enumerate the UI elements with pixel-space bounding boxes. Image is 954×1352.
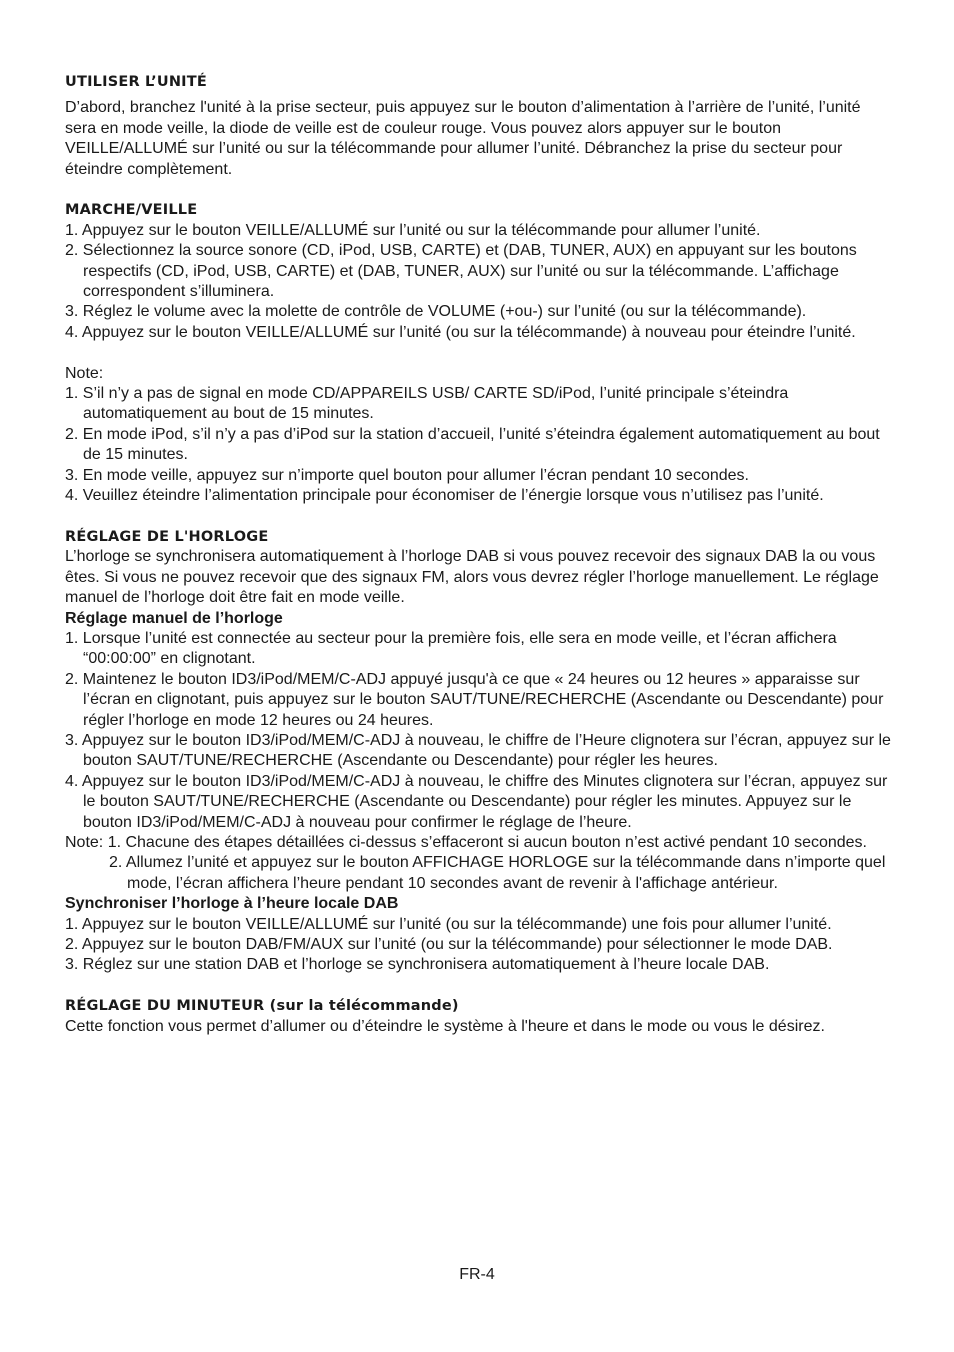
list-reglage-manuel (65, 629, 895, 833)
section-title-minuteur: RÉGLAGE DU MINUTEUR (sur la télécommande) (65, 998, 459, 1015)
list-item: 4. Appuyez sur le bouton VEILLE/ALLUMÉ sur l’unité (ou sur la télécommande) à nouveau pour éteindre l’unité. (65, 323, 856, 341)
list-item: 3. Réglez le volume avec la molette de contrôle de VOLUME (+ou-) sur l’unité (ou sur la télécommande). (65, 303, 807, 321)
list-item: 2. Maintenez le bouton ID3/iPod/MEM/C-ADJ appuyé jusqu'à ce que « 24 heures ou 12 heures » apparaisse sur l’écran en clignotant, puis appuyez sur le bouton SAUT/TUNE/RECHERCHE (Ascendante ou Descendante) pour régler l’horloge en mode 12 heures ou 24 heures. (65, 670, 884, 729)
list-item: 3. Réglez sur une station DAB et l’horloge se synchronisera automatiquement à l’heure locale DAB. (65, 956, 770, 974)
page-number: FR-4 (459, 1266, 495, 1283)
section-title-horloge: RÉGLAGE DE L'HORLOGE (65, 528, 269, 545)
list-item: 1. S’il n’y a pas de signal en mode CD/APPAREILS USB/ CARTE SD/iPod, l’unité principale s’éteindra automatiquement au bout de 15 minutes. (65, 385, 789, 423)
list-item: 1. Lorsque l’unité est connectée au secteur pour la première fois, elle sera en mode veille, et l’écran affichera “00:00:00” en clignotant. (65, 629, 837, 668)
clock-note-2: 2. Allumez l’unité et appuyez sur le bouton AFFICHAGE HORLOGE sur la télécommande dans n’importe quel mode, l’écran affichera l’heure pendant 10 secondes avant de revenir à l'affichage antérieur. (109, 854, 886, 892)
list-item: 2. En mode iPod, s’il n’y a pas d’iPod sur la station d’accueil, l’unité s’éteindra également automatiquement au bout de 15 minutes. (65, 425, 880, 464)
list-item: 3. En mode veille, appuyez sur n’importe quel bouton pour allumer l’écran pendant 10 secondes. (65, 466, 749, 484)
paragraph-horloge: L’horloge se synchronisera automatiquement à l’horloge DAB si vous pouvez recevoir des signaux DAB la ou vous êtes. Si vous ne pouvez recevoir que des signaux FM, alors vous devrez régler l’horloge manuellement. Le réglage manuel de l’horloge doit être fait en mode veille. (65, 548, 879, 607)
subheading-synchroniser: Synchroniser l’horloge à l’heure locale DAB (65, 895, 399, 913)
list-item: 1. Appuyez sur le bouton VEILLE/ALLUMÉ sur l’unité (ou sur la télécommande) une fois pour allumer l’unité. (65, 915, 832, 933)
section-title-utiliser: UTILISER L’UNITÉ (65, 74, 207, 90)
subheading-reglage-manuel: Réglage manuel de l’horloge (65, 609, 283, 627)
section-title-marche-veille: MARCHE/VEILLE (65, 202, 198, 219)
list-item: 4. Veuillez éteindre l’alimentation principale pour économiser de l’énergie lorsque vous n’utilisez pas l’unité. (65, 487, 824, 505)
list-item: 4. Appuyez sur le bouton ID3/iPod/MEM/C-ADJ à nouveau, le chiffre des Minutes clignotera sur l’écran, appuyez sur le bouton SAUT/TUNE/RECHERCHE (Ascendante ou Descendante) pour régler les minutes. Appuyez sur le bouton ID3/iPod/MEM/C-ADJ à nouveau pour confirmer le réglage de l’heure. (65, 772, 888, 831)
list-note (65, 384, 895, 506)
list-item: 2. Appuyez sur le bouton DAB/FM/AUX sur l’unité (ou sur la télécommande) pour sélectionner le mode DAB. (65, 936, 833, 954)
list-item: 3. Appuyez sur le bouton ID3/iPod/MEM/C-ADJ à nouveau, le chiffre de l’Heure clignotera sur l’écran, appuyez sur le bouton SAUT/TUNE/RECHERCHE (Ascendante ou Descendante) pour régler les heures. (65, 731, 891, 770)
list-marche-veille (65, 221, 895, 343)
list-item: 2. Sélectionnez la source sonore (CD, iPod, USB, CARTE) et (DAB, TUNER, AUX) en appuyant sur les boutons respectifs (CD, iPod, USB, CARTE) et (DAB, TUNER, AUX) sur l’unité ou sur la télécommande. L’affichage correspondent s’illuminera. (65, 242, 857, 301)
note-label: Note: (65, 364, 104, 382)
document-page (65, 72, 895, 1037)
paragraph-minuteur: Cette fonction vous permet d’allumer ou d’éteindre le système à l'heure et dans le mode ou vous le désirez. (65, 1017, 825, 1035)
list-item: 1. Appuyez sur le bouton VEILLE/ALLUMÉ sur l’unité ou sur la télécommande pour allumer l’unité. (65, 221, 761, 239)
list-synchroniser (65, 915, 895, 976)
paragraph-utiliser: D’abord, branchez l'unité à la prise secteur, puis appuyez sur le bouton d’alimentation à l’arrière de l’unité, l’unité sera en mode veille, la diode de veille est de couleur rouge. Vous pouvez alors appuyer sur le bouton VEILLE/ALLUMÉ sur l’unité ou sur la télécommande pour allumer l’unité. Débranchez la prise du secteur pour éteindre complètement. (65, 99, 861, 178)
clock-note-1: Note: 1. Chacune des étapes détaillées ci-dessus s’effaceront si aucun bouton n’est activé pendant 10 secondes. (65, 833, 867, 851)
